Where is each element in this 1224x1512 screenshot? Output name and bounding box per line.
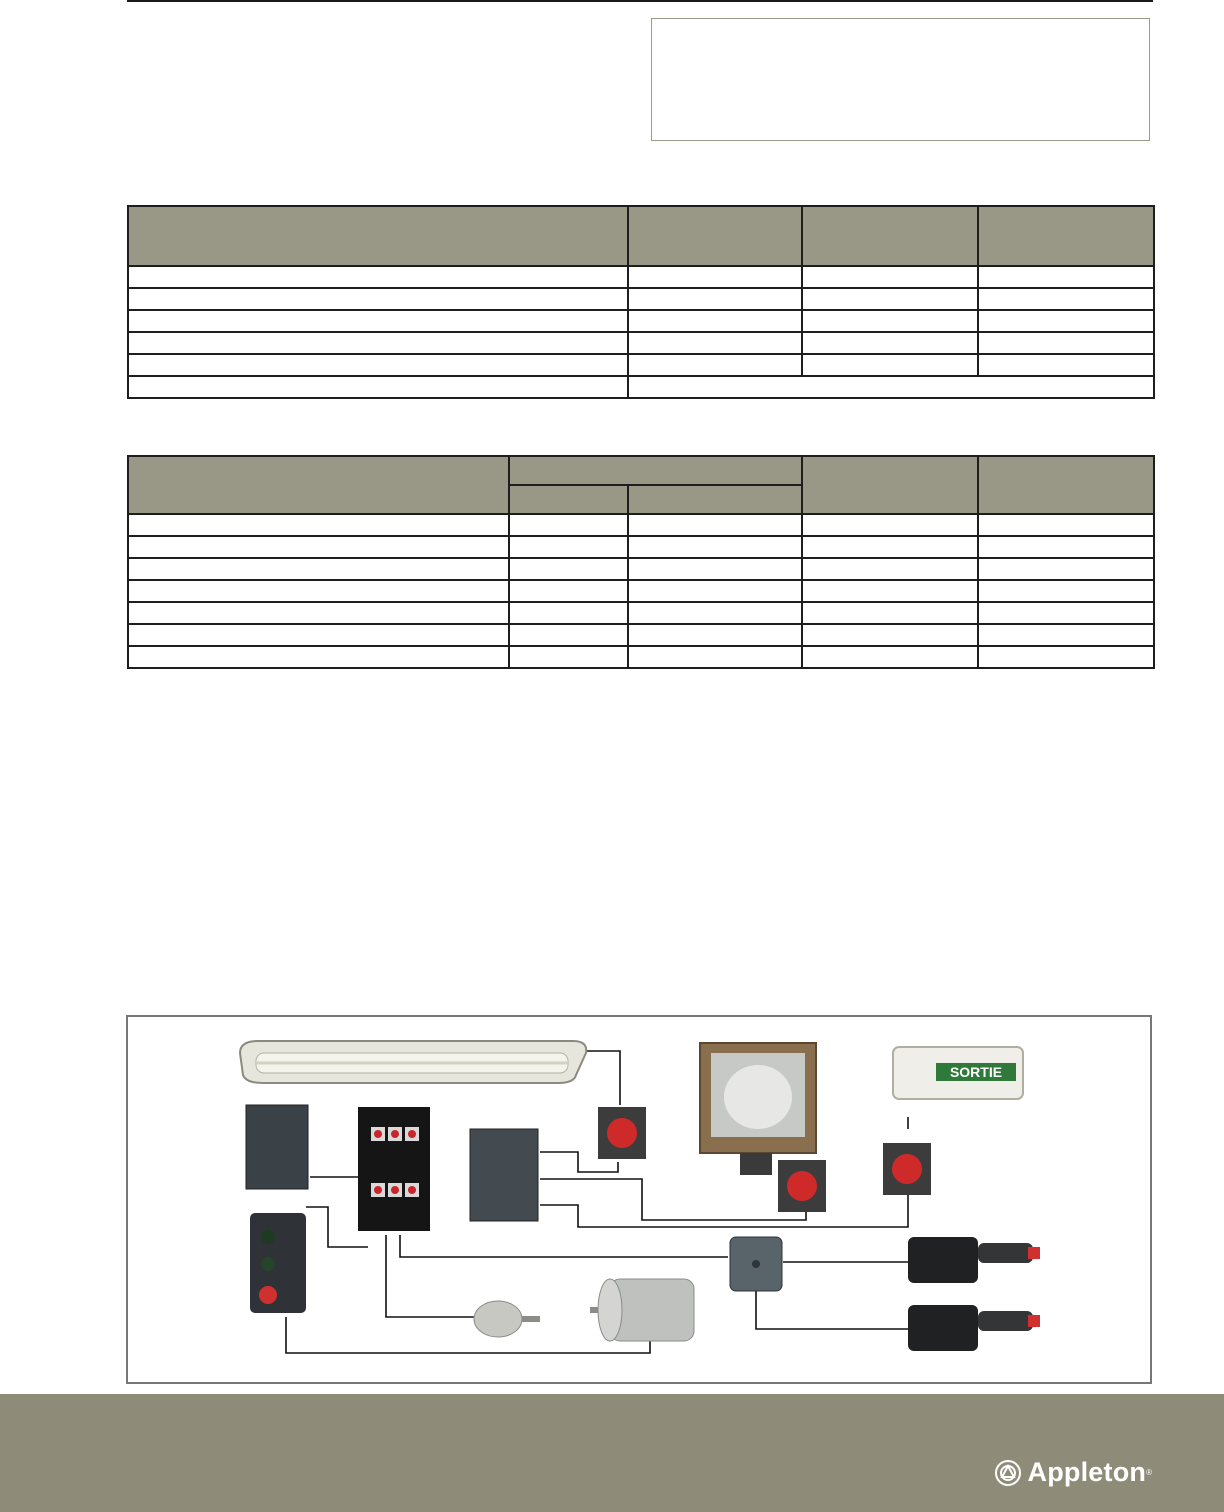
table-header-cell [628, 206, 802, 266]
table-header-cell [802, 206, 978, 266]
pushbutton-station-image [250, 1213, 306, 1313]
table-header-cell [128, 206, 628, 266]
table-row [128, 558, 1154, 580]
junction-box-image [246, 1105, 308, 1189]
table-header-row [128, 456, 1154, 485]
registered-mark: ® [1146, 1468, 1152, 1477]
table-subheader-cell [628, 485, 802, 514]
junction-box-image [470, 1129, 538, 1221]
table-header-row [128, 206, 1154, 266]
top-rule [127, 0, 1153, 2]
equipment-wiring-diagram [126, 1015, 1152, 1384]
exit-sign-image [893, 1047, 1023, 1099]
plug-socket-image [908, 1237, 1040, 1283]
rotary-switch-image [598, 1107, 646, 1159]
appleton-logo-icon [994, 1459, 1022, 1487]
table-row [128, 624, 1154, 646]
table-header-cell [978, 456, 1154, 514]
table-row [128, 536, 1154, 558]
floodlight-image [700, 1043, 816, 1175]
cable-gland-image [474, 1301, 540, 1337]
specification-table-1 [127, 205, 1155, 399]
appleton-logo [994, 1457, 1152, 1488]
exit-sign-label: SORTIE [949, 1064, 1003, 1080]
electric-motor-image [590, 1279, 694, 1341]
table-row [128, 266, 1154, 288]
table-row [128, 288, 1154, 310]
table-header-cell [128, 456, 509, 514]
small-junction-box-image [730, 1237, 782, 1291]
table-row [128, 310, 1154, 332]
fluorescent-luminaire-image [240, 1041, 586, 1083]
plug-socket-image [908, 1305, 1040, 1351]
table-row [128, 354, 1154, 376]
table-subheader-cell [509, 485, 628, 514]
diagram-svg [128, 1017, 1150, 1382]
note-box [651, 18, 1150, 141]
rotary-switch-image [778, 1160, 826, 1212]
table-row [128, 646, 1154, 668]
table-row [128, 514, 1154, 536]
table-header-cell [978, 206, 1154, 266]
table-row [128, 602, 1154, 624]
table-row [128, 332, 1154, 354]
table-row [128, 580, 1154, 602]
table-row [128, 376, 1154, 398]
distribution-panel-image [358, 1107, 430, 1231]
rotary-switch-image [883, 1143, 931, 1195]
specification-table-2 [127, 455, 1155, 669]
brand-name: Appleton [1027, 1457, 1147, 1487]
table-header-cell [802, 456, 978, 514]
table-header-group-cell [509, 456, 802, 485]
footer-band [0, 1394, 1224, 1512]
